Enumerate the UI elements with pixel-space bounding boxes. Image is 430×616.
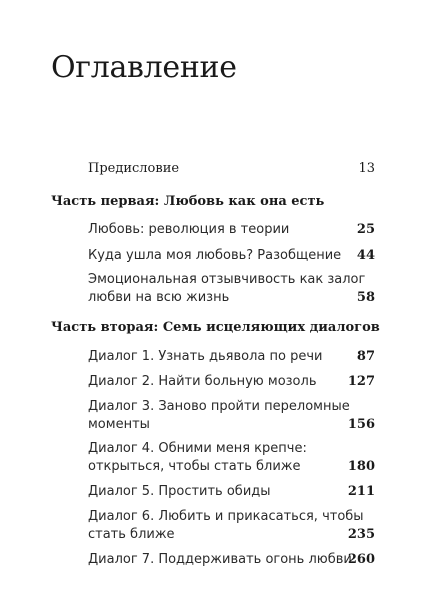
toc-entry-label: стать ближе	[88, 527, 175, 542]
toc-entry-label: Диалог 2. Найти больную мозоль	[88, 374, 317, 389]
toc-entry-label: моменты	[88, 417, 150, 432]
toc-entry-label: Диалог 3. Заново пройти переломные	[88, 399, 350, 414]
toc-entry-page: 211	[347, 484, 375, 499]
toc-entry-label: Диалог 7. Поддерживать огонь любви	[88, 552, 352, 567]
toc-entry-page: 127	[347, 374, 375, 389]
toc-entry-page: 180	[347, 459, 375, 474]
toc-entry-page: 25	[356, 222, 375, 237]
toc-entry-label: Диалог 5. Простить обиды	[88, 484, 271, 499]
part-heading: Часть вторая: Семь исцеляющих диалогов	[51, 320, 380, 335]
toc-entry-label: Эмоциональная отзывчивость как залог	[88, 272, 366, 287]
toc-entry-label: Диалог 4. Обними меня крепче:	[88, 441, 307, 456]
toc-entry-label: Диалог 1. Узнать дьявола по речи	[88, 349, 323, 364]
toc-entry-label: Диалог 6. Любить и прикасаться, чтобы	[88, 509, 364, 524]
toc-entry-page: 87	[356, 349, 375, 364]
toc-entry-page: 13	[358, 161, 375, 176]
part-heading: Часть первая: Любовь как она есть	[51, 194, 325, 209]
toc-entry-label: любви на всю жизнь	[88, 290, 230, 305]
page-title: Оглавление	[51, 50, 237, 85]
toc-entry-label: Любовь: революция в теории	[88, 222, 290, 237]
toc-entry-label: открыться, чтобы стать ближе	[88, 459, 301, 474]
toc-entry-page: 260	[347, 552, 375, 567]
toc-entry-label: Куда ушла моя любовь? Разобщение	[88, 248, 342, 263]
toc-entry-page: 44	[356, 248, 375, 263]
toc-entry-page: 156	[347, 417, 375, 432]
toc-entry-page: 58	[356, 290, 375, 305]
toc-entry-page: 235	[347, 527, 375, 542]
toc-entry-label: Предисловие	[88, 161, 180, 176]
